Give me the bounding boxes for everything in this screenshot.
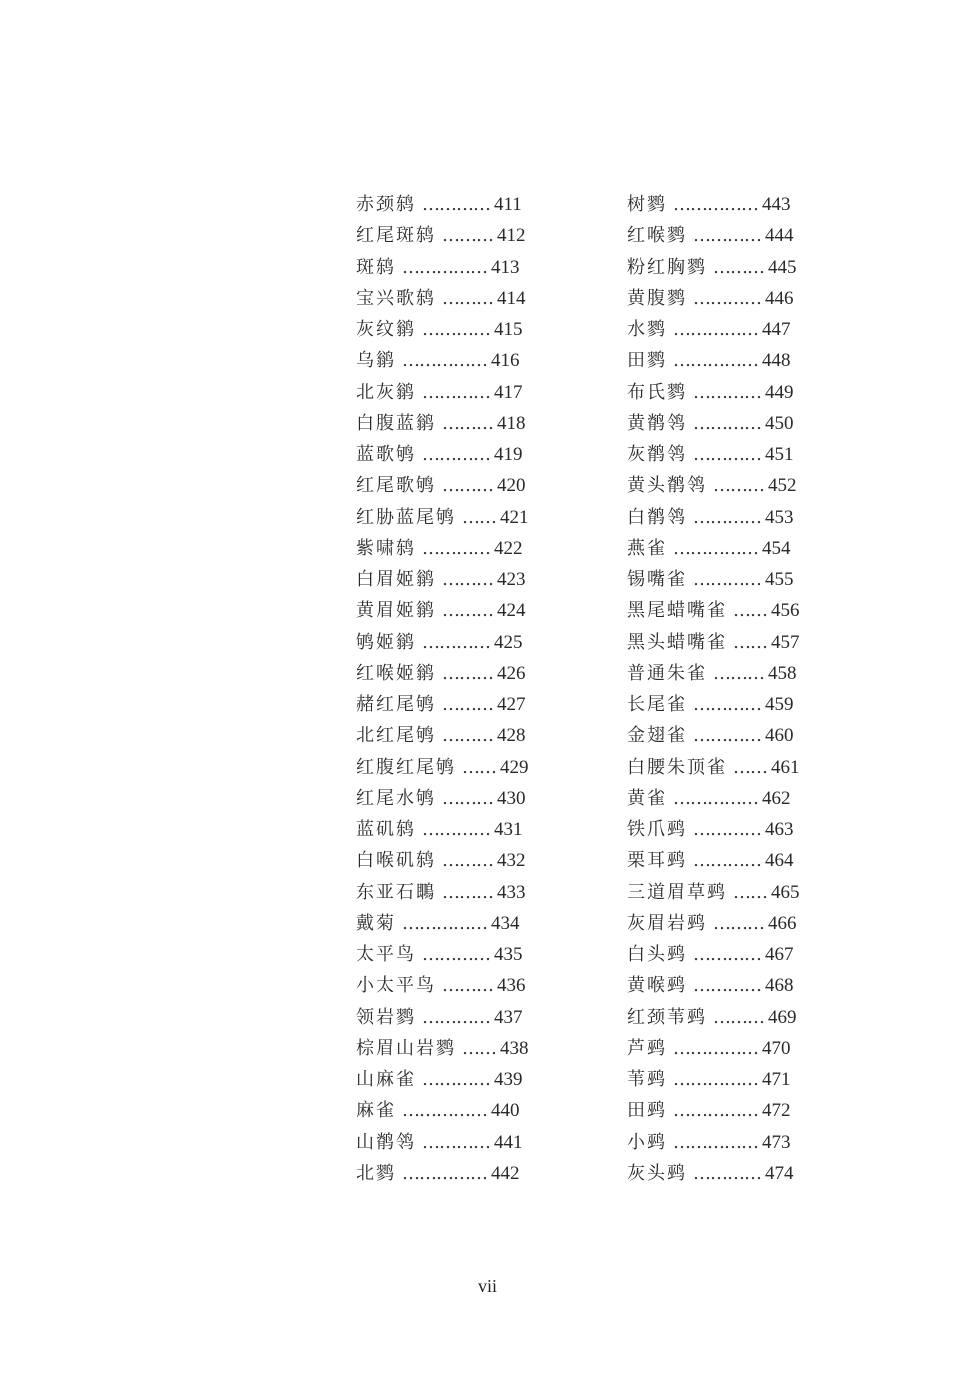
toc-entry-name: 赭红尾鸲 (356, 694, 436, 715)
toc-entry-page: 457 (771, 631, 800, 653)
toc-entry-page: 423 (497, 569, 526, 590)
toc-entry-name: 黄鹡鸰 (627, 412, 687, 434)
toc-entry-name: 宝兴歌鸫 (356, 287, 436, 309)
toc-entry-name: 三道眉草鹀 (627, 881, 727, 903)
toc-entry-leader: ……… (713, 475, 764, 497)
toc-entry-name: 东亚石䳭 (356, 881, 436, 903)
toc-entry-name: 棕眉山岩鹨 (356, 1037, 456, 1059)
toc-entry-leader: ………… (422, 1006, 490, 1028)
toc-entry-page: 467 (765, 944, 794, 965)
toc-column-left (356, 189, 529, 1189)
toc-entry-leader: ………… (693, 381, 761, 403)
toc-entry-page: 465 (771, 881, 800, 903)
toc-entry-page: 461 (771, 756, 800, 778)
toc-entry-leader: ………… (693, 1162, 761, 1184)
toc-entry-leader: …………… (673, 1037, 758, 1059)
toc-entry (627, 627, 800, 658)
toc-entry-page: 436 (497, 975, 526, 997)
toc-entry-name: 栗耳鹀 (627, 850, 687, 872)
toc-entry-name: 田鹀 (627, 1100, 667, 1122)
toc-entry-leader: ………… (693, 225, 761, 247)
toc-entry-name: 铁爪鹀 (627, 819, 687, 840)
toc-entry (627, 470, 800, 501)
toc-entry-leader: …………… (673, 350, 758, 372)
toc-entry (356, 939, 529, 970)
toc-entry-name: 金翅雀 (627, 725, 687, 747)
toc-entry (627, 1127, 800, 1158)
toc-entry-leader: …………… (673, 787, 758, 809)
toc-entry (627, 408, 800, 439)
toc-entry-page: 435 (494, 944, 523, 965)
toc-entry-name: 灰头鹀 (627, 1162, 687, 1184)
toc-entry-leader: …………… (673, 1100, 758, 1122)
toc-entry-leader: ………… (693, 694, 761, 715)
toc-entry-name: 白眉姬鹟 (356, 569, 436, 590)
toc-entry-name: 赤颈鸫 (356, 194, 416, 215)
toc-entry-name: 田鹨 (627, 350, 667, 372)
toc-entry-page: 418 (497, 412, 526, 434)
toc-entry-name: 布氏鹨 (627, 381, 687, 403)
toc-entry-leader: …… (733, 756, 767, 778)
toc-entry-leader: ………… (422, 319, 490, 340)
toc-entry-name: 黄喉鹀 (627, 975, 687, 997)
toc-entry-page: 444 (765, 225, 794, 247)
toc-entry (627, 689, 800, 720)
toc-entry-name: 紫啸鸫 (356, 537, 416, 559)
toc-entry (627, 908, 800, 939)
toc-entry-leader: …… (733, 600, 767, 622)
toc-entry-page: 466 (768, 912, 797, 934)
toc-entry-page: 448 (762, 350, 791, 372)
toc-entry-leader: ……… (713, 1006, 764, 1028)
toc-entry-page: 434 (491, 912, 520, 934)
toc-entry-page: 415 (494, 319, 523, 340)
toc-entry-page: 432 (497, 850, 526, 872)
toc-entry-name: 白鹡鸰 (627, 506, 687, 528)
toc-entry (627, 752, 800, 783)
toc-entry (356, 595, 529, 626)
toc-entry (356, 658, 529, 689)
toc-entry-leader: …………… (402, 350, 487, 372)
toc-entry-page: 414 (497, 287, 526, 309)
toc-entry-page: 427 (497, 694, 526, 715)
toc-entry-name: 小鹀 (627, 1131, 667, 1153)
toc-entry-name: 红喉鹨 (627, 225, 687, 247)
toc-entry-page: 428 (497, 725, 526, 747)
toc-entry-leader: ………… (693, 819, 761, 840)
toc-entry (356, 220, 529, 251)
toc-entry-page: 462 (762, 787, 791, 809)
toc-entry-name: 黑头蜡嘴雀 (627, 631, 727, 653)
toc-entry-leader: ………… (693, 287, 761, 309)
toc-entry (356, 1033, 529, 1064)
toc-entry-leader: ………… (422, 631, 490, 653)
toc-entry-page: 422 (494, 537, 523, 559)
toc-entry-name: 苇鹀 (627, 1069, 667, 1090)
toc-entry (356, 502, 529, 533)
toc-entry-page: 446 (765, 287, 794, 309)
toc-entry-name: 黄腹鹨 (627, 287, 687, 309)
toc-entry-leader: ……… (442, 225, 493, 247)
toc-entry-page: 431 (494, 819, 523, 840)
toc-entry-page: 468 (765, 975, 794, 997)
toc-entry (627, 345, 800, 376)
toc-entry (356, 783, 529, 814)
toc-entry-leader: ……… (713, 662, 764, 684)
toc-entry-name: 红颈苇鹀 (627, 1006, 707, 1028)
toc-entry-leader: ……… (442, 600, 493, 622)
toc-entry-page: 459 (765, 694, 794, 715)
toc-entry-leader: ………… (422, 1131, 490, 1153)
toc-entry-page: 433 (497, 881, 526, 903)
toc-entry (356, 814, 529, 845)
toc-entry-name: 戴菊 (356, 912, 396, 934)
toc-entry-page: 455 (765, 569, 794, 590)
toc-column-right (627, 189, 800, 1189)
toc-entry (627, 970, 800, 1001)
toc-entry-page: 430 (497, 787, 526, 809)
toc-entry-name: 鸲姬鹟 (356, 631, 416, 653)
toc-entry (356, 1095, 529, 1126)
toc-entry-leader: ………… (693, 944, 761, 965)
toc-entry (356, 439, 529, 470)
toc-entry (356, 845, 529, 876)
toc-entry (356, 189, 529, 220)
toc-entry (627, 1002, 800, 1033)
toc-entry-leader: ……… (442, 881, 493, 903)
toc-entry-leader: …… (462, 756, 496, 778)
toc-entry-leader: …… (462, 506, 496, 528)
toc-entry-name: 黄雀 (627, 787, 667, 809)
toc-entry-name: 太平鸟 (356, 944, 416, 965)
toc-entry-name: 北红尾鸲 (356, 725, 436, 747)
toc-entry-name: 灰眉岩鹀 (627, 912, 707, 934)
toc-entry-leader: ……… (442, 850, 493, 872)
toc-entry-page: 442 (491, 1162, 520, 1184)
toc-entry-leader: ……… (442, 787, 493, 809)
toc-entry-page: 424 (497, 600, 526, 622)
toc-entry-name: 红喉姬鹟 (356, 662, 436, 684)
toc-entry (356, 627, 529, 658)
toc-entry-page: 440 (491, 1100, 520, 1122)
toc-entry-page: 416 (491, 350, 520, 372)
toc-entry-leader: ………… (422, 1069, 490, 1090)
toc-entry-leader: ………… (693, 412, 761, 434)
toc-entry (627, 252, 800, 283)
toc-entry (356, 252, 529, 283)
toc-entry-name: 麻雀 (356, 1100, 396, 1122)
toc-entry (627, 939, 800, 970)
toc-entry-page: 471 (762, 1069, 791, 1090)
toc-entry-name: 乌鹟 (356, 350, 396, 372)
toc-entry (627, 783, 800, 814)
toc-entry-name: 白腰朱顶雀 (627, 756, 727, 778)
toc-entry-name: 黑尾蜡嘴雀 (627, 600, 727, 622)
toc-entry (627, 845, 800, 876)
toc-entry-name: 粉红胸鹨 (627, 256, 707, 278)
toc-entry-page: 453 (765, 506, 794, 528)
toc-entry-name: 小太平鸟 (356, 975, 436, 997)
toc-entry-leader: …………… (402, 1100, 487, 1122)
toc-entry-name: 红尾斑鸫 (356, 225, 436, 247)
toc-entry (356, 314, 529, 345)
toc-entry-name: 水鹨 (627, 319, 667, 340)
toc-entry-page: 464 (765, 850, 794, 872)
toc-entry (356, 877, 529, 908)
toc-entry (627, 720, 800, 751)
toc-entry (356, 970, 529, 1001)
toc-entry-name: 芦鹀 (627, 1037, 667, 1059)
toc-entry (627, 1095, 800, 1126)
toc-entry-name: 白头鹀 (627, 944, 687, 965)
toc-entry-name: 树鹨 (627, 194, 667, 215)
toc-entry-leader: …………… (402, 912, 487, 934)
toc-entry-name: 燕雀 (627, 537, 667, 559)
toc-entry-leader: …………… (402, 1162, 487, 1184)
toc-entry-leader: …… (462, 1037, 496, 1059)
toc-entry-leader: ……… (713, 256, 764, 278)
toc-entry (627, 283, 800, 314)
toc-entry-page: 474 (765, 1162, 794, 1184)
toc-entry-page: 438 (500, 1037, 529, 1059)
toc-entry (627, 564, 800, 595)
toc-entry-leader: …………… (673, 194, 758, 215)
page-number: vii (477, 1276, 497, 1296)
toc-entry-name: 领岩鹨 (356, 1006, 416, 1028)
toc-entry-name: 蓝矶鸫 (356, 819, 416, 840)
toc-entry-name: 山鹡鸰 (356, 1131, 416, 1153)
toc-entry-page: 420 (497, 475, 526, 497)
toc-entry-leader: ………… (693, 506, 761, 528)
toc-entry (627, 814, 800, 845)
toc-entry-name: 白腹蓝鹟 (356, 412, 436, 434)
toc-entry-leader: …………… (673, 319, 758, 340)
toc-entry-page: 449 (765, 381, 794, 403)
toc-entry-page: 472 (762, 1100, 791, 1122)
toc-entry (627, 1064, 800, 1095)
toc-entry-name: 红腹红尾鸲 (356, 756, 456, 778)
toc-entry (627, 877, 800, 908)
toc-entry-leader: ………… (422, 537, 490, 559)
toc-entry-page: 437 (494, 1006, 523, 1028)
toc-entry (627, 189, 800, 220)
toc-entry-page: 450 (765, 412, 794, 434)
toc-entry-leader: ……… (442, 569, 493, 590)
toc-entry-page: 456 (771, 600, 800, 622)
toc-entry-page: 452 (768, 475, 797, 497)
toc-entry (356, 720, 529, 751)
toc-entry-page: 429 (500, 756, 529, 778)
toc-entry-leader: ………… (693, 569, 761, 590)
toc-entry-page: 425 (494, 631, 523, 653)
toc-entry-name: 北鹨 (356, 1162, 396, 1184)
toc-entry-page: 441 (494, 1131, 523, 1153)
toc-entry (627, 658, 800, 689)
toc-entry (356, 408, 529, 439)
toc-entry-leader: …………… (673, 1131, 758, 1153)
toc-entry (627, 595, 800, 626)
toc-entry-page: 451 (765, 444, 794, 465)
toc-entry-page: 421 (500, 506, 529, 528)
toc-entry (627, 1158, 800, 1189)
toc-entry-page: 454 (762, 537, 791, 559)
toc-entry-page: 458 (768, 662, 797, 684)
toc-entry-name: 斑鸫 (356, 256, 396, 278)
toc-entry (356, 533, 529, 564)
toc-entry-name: 山麻雀 (356, 1069, 416, 1090)
toc-entry-name: 蓝歌鸲 (356, 444, 416, 465)
toc-entry-name: 红尾水鸲 (356, 787, 436, 809)
toc-entry-leader: ………… (693, 850, 761, 872)
toc-entry-leader: ………… (422, 381, 490, 403)
toc-entry (356, 908, 529, 939)
toc-entry-page: 460 (765, 725, 794, 747)
toc-entry (627, 220, 800, 251)
toc-entry-page: 419 (494, 444, 523, 465)
toc-entry-leader: ………… (422, 194, 490, 215)
toc-entry-name: 红胁蓝尾鸲 (356, 506, 456, 528)
toc-entry-page: 443 (762, 194, 791, 215)
toc-entry-name: 红尾歌鸲 (356, 475, 436, 497)
toc-entry-name: 黄眉姬鹟 (356, 600, 436, 622)
toc-entry (356, 470, 529, 501)
toc-entry-leader: ……… (442, 694, 493, 715)
toc-entry (356, 345, 529, 376)
toc-entry-leader: ……… (442, 975, 493, 997)
toc-entry-leader: ………… (693, 444, 761, 465)
toc-entry-name: 灰纹鹟 (356, 319, 416, 340)
toc-entry-name: 长尾雀 (627, 694, 687, 715)
toc-entry-name: 北灰鹟 (356, 381, 416, 403)
toc-entry-leader: ……… (442, 662, 493, 684)
toc-entry-name: 白喉矶鸫 (356, 850, 436, 872)
toc-entry-leader: ……… (442, 725, 493, 747)
toc-entry-page: 439 (494, 1069, 523, 1090)
toc-entry (356, 377, 529, 408)
toc-entry (356, 1158, 529, 1189)
toc-entry-page: 412 (497, 225, 526, 247)
toc-entry-name: 黄头鹡鸰 (627, 475, 707, 497)
toc-entry-page: 463 (765, 819, 794, 840)
toc-entry-leader: …………… (402, 256, 487, 278)
toc-entry (356, 1064, 529, 1095)
toc-entry-name: 锡嘴雀 (627, 569, 687, 590)
toc-entry-page: 470 (762, 1037, 791, 1059)
toc-entry-leader: …………… (673, 537, 758, 559)
toc-entry-leader: ……… (442, 475, 493, 497)
toc-entry-page: 445 (768, 256, 797, 278)
toc-entry-page: 473 (762, 1131, 791, 1153)
toc-entry (356, 1127, 529, 1158)
toc-entry-leader: …… (733, 881, 767, 903)
toc-entry-page: 447 (762, 319, 791, 340)
toc-entry-page: 426 (497, 662, 526, 684)
toc-entry-leader: ……… (713, 912, 764, 934)
toc-entry (356, 752, 529, 783)
toc-entry-page: 469 (768, 1006, 797, 1028)
toc-entry-page: 417 (494, 381, 523, 403)
toc-entry-leader: ………… (422, 944, 490, 965)
toc-entry-leader: …… (733, 631, 767, 653)
toc-entry-leader: ………… (422, 444, 490, 465)
toc-entry (627, 314, 800, 345)
toc-entry-leader: ………… (422, 819, 490, 840)
toc-entry-leader: ……… (442, 412, 493, 434)
toc-entry (627, 1033, 800, 1064)
toc-entry (627, 439, 800, 470)
toc-entry (356, 689, 529, 720)
toc-entry-leader: ………… (693, 725, 761, 747)
toc-entry-name: 普通朱雀 (627, 662, 707, 684)
toc-entry (356, 1002, 529, 1033)
toc-entry-leader: ………… (693, 975, 761, 997)
toc-entry-page: 411 (494, 194, 522, 215)
toc-entry-page: 413 (491, 256, 520, 278)
toc-entry (627, 377, 800, 408)
toc-entry (356, 283, 529, 314)
toc-entry (356, 564, 529, 595)
toc-entry-leader: …………… (673, 1069, 758, 1090)
toc-entry-leader: ……… (442, 287, 493, 309)
toc-entry-name: 灰鹡鸰 (627, 444, 687, 465)
toc-entry (627, 502, 800, 533)
toc-entry (627, 533, 800, 564)
